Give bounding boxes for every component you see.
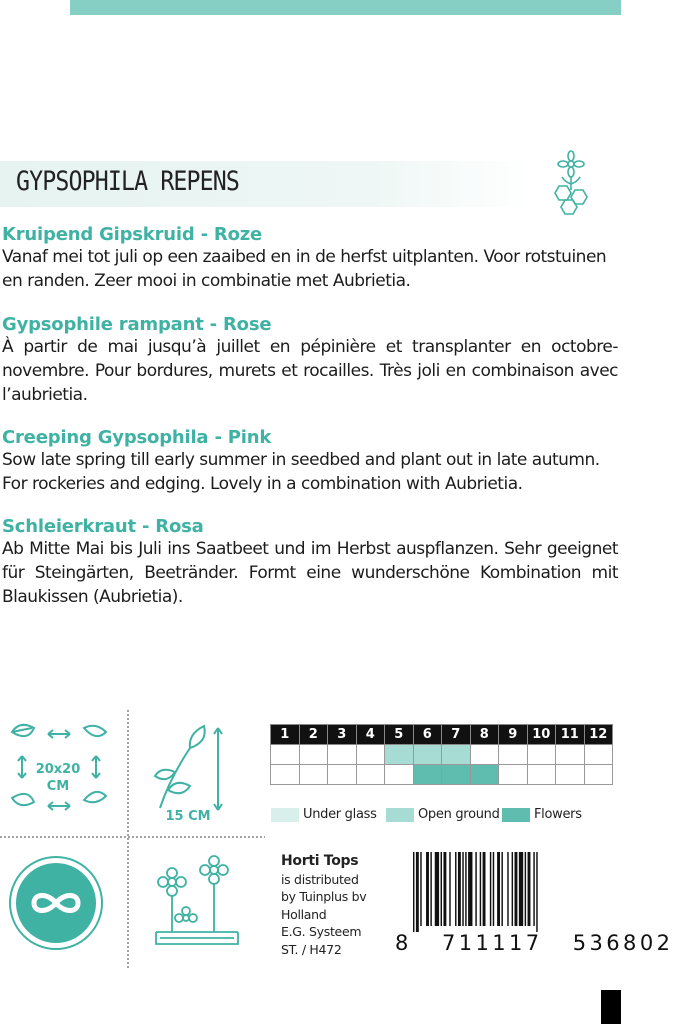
barcode-bar <box>465 852 466 926</box>
legend-swatch <box>386 808 414 822</box>
month-header: 10 <box>527 725 556 745</box>
calendar-cell-open-ground <box>584 745 613 765</box>
plant-height-icon <box>155 726 222 810</box>
month-header: 7 <box>442 725 471 745</box>
barcode-bar <box>455 852 456 926</box>
corner-mark <box>601 990 621 1024</box>
month-header: 5 <box>385 725 414 745</box>
barcode-bar <box>420 852 421 926</box>
product-title: GYPSOPHILA REPENS <box>16 166 240 197</box>
section-text: À partir de mai jusqu’à juillet en pépinière et transplanter en octobre-novembre. Pour bordures, murets et rocailles. Très joli en combinaison avec l’aubrietia. <box>2 337 618 405</box>
section-text: Ab Mitte Mai bis Juli ins Saatbeet und im Herbst auspflanzen. Sehr geeignet für Steingärten, Beetränder. Formt eine wunderschöne Kombination mit Blaukissen (Aubrietia). <box>2 539 618 607</box>
barcode-bar <box>501 852 502 926</box>
legend-label: Flowers <box>534 807 582 822</box>
barcode-bar <box>519 852 523 926</box>
flowering-plants-icon <box>156 856 238 944</box>
calendar-cell-flowers <box>442 765 471 785</box>
calendar-cell-flowers <box>385 765 414 785</box>
section-french <box>2 314 618 407</box>
barcode-bar <box>536 852 537 932</box>
barcode-bar <box>512 852 513 926</box>
barcode-digits: 8 711117 536802 <box>395 931 673 955</box>
month-header: 6 <box>413 725 442 745</box>
calendar-cell-flowers <box>470 765 499 785</box>
barcode-bar <box>443 852 446 926</box>
month-header: 4 <box>356 725 385 745</box>
legend-swatch <box>271 808 299 822</box>
month-header: 12 <box>584 725 613 745</box>
calendar-cell-open-ground <box>499 745 528 765</box>
section-heading: Creeping Gypsophila - Pink <box>2 427 272 448</box>
spacing-label-line1: 20x20 <box>35 762 81 777</box>
calendar-cell-open-ground <box>470 745 499 765</box>
barcode-bar <box>430 852 431 926</box>
barcode-bar <box>413 852 414 932</box>
barcode-bar <box>493 852 494 926</box>
calendar-cell-flowers <box>328 765 357 785</box>
calendar-cell-flowers <box>271 765 300 785</box>
calendar-cell-open-ground <box>328 745 357 765</box>
distributor-line: ST. / H472 <box>281 941 342 957</box>
barcode-bar <box>458 852 461 926</box>
calendar-cell-flowers <box>556 765 585 785</box>
height-label: 15 CM <box>165 809 211 824</box>
legend-swatch <box>502 808 530 822</box>
calendar-cell-flowers <box>299 765 328 785</box>
section-text: Sow late spring till early summer in seedbed and plant out in late autumn. For rockeries and edging. Lovely in a combination with Aubrietia. <box>2 450 600 494</box>
month-header: 3 <box>328 725 357 745</box>
barcode-bar <box>480 852 481 926</box>
calendar-cell-flowers <box>413 765 442 785</box>
barcode-bar <box>525 852 526 926</box>
section-heading: Kruipend Gipskruid - Roze <box>2 224 263 245</box>
section-text: Vanaf mei tot juli op een zaaibed en in de herfst uitplanten. Voor rotstuinen en randen. Zeer mooi in combinatie met Aubrietia. <box>2 247 607 291</box>
section-english <box>2 427 618 496</box>
month-header: 2 <box>299 725 328 745</box>
barcode-bar <box>533 852 534 926</box>
barcode-bar <box>449 852 450 926</box>
calendar-cell-open-ground <box>556 745 585 765</box>
legend-label: Under glass <box>303 807 377 822</box>
barcode-bar <box>515 852 518 926</box>
calendar-cell-open-ground <box>413 745 442 765</box>
distributor-line: Holland <box>281 906 327 922</box>
barcode-bar <box>462 852 463 926</box>
calendar-cell-open-ground <box>442 745 471 765</box>
distributor-info <box>281 853 366 958</box>
calendar-cell-flowers <box>584 765 613 785</box>
calendar-cell-open-ground <box>299 745 328 765</box>
barcode-bar <box>528 852 531 926</box>
month-header: 11 <box>556 725 585 745</box>
barcode-bar <box>426 852 429 926</box>
legend-label: Open ground <box>418 807 500 822</box>
section-dutch <box>2 224 618 293</box>
month-header: 9 <box>499 725 528 745</box>
perennial-infinity-icon <box>10 857 102 949</box>
distributor-line: E.G. Systeem <box>281 924 362 939</box>
calendar-cell-open-ground <box>385 745 414 765</box>
barcode-bar <box>435 852 439 926</box>
barcode-bar <box>483 852 486 926</box>
calendar-cell-flowers <box>527 765 556 785</box>
section-heading: Schleierkraut - Rosa <box>2 516 204 537</box>
barcode <box>413 852 609 932</box>
section-heading: Gypsophile rampant - Rose <box>2 314 272 335</box>
barcode-bar <box>507 852 508 926</box>
legend-open-ground <box>386 807 500 825</box>
section-german <box>2 516 618 609</box>
calendar-cell-open-ground <box>527 745 556 765</box>
month-header: 1 <box>271 725 300 745</box>
distributor-line: by Tuinplus bv <box>281 889 367 904</box>
calendar-cell-open-ground <box>356 745 385 765</box>
barcode-bar <box>497 852 500 926</box>
calendar-cell-flowers <box>499 765 528 785</box>
top-color-band <box>70 0 621 15</box>
sowing-calendar <box>270 724 613 785</box>
month-header: 8 <box>470 725 499 745</box>
barcode-bar <box>441 852 442 926</box>
calendar-cell-open-ground <box>271 745 300 765</box>
pictogram-panel <box>0 710 270 970</box>
legend-under-glass <box>271 807 377 825</box>
barcode-bar <box>416 852 419 932</box>
distributor-name: Horti Tops <box>281 853 359 869</box>
legend-flowers <box>502 807 582 825</box>
barcode-bar <box>490 852 491 926</box>
spacing-label-line2: CM <box>46 779 70 794</box>
flower-hexagon-logo-icon <box>544 150 594 216</box>
distributor-line: is distributed <box>281 871 359 887</box>
barcode-bar <box>475 852 476 926</box>
calendar-cell-flowers <box>356 765 385 785</box>
barcode-bar <box>468 852 472 926</box>
